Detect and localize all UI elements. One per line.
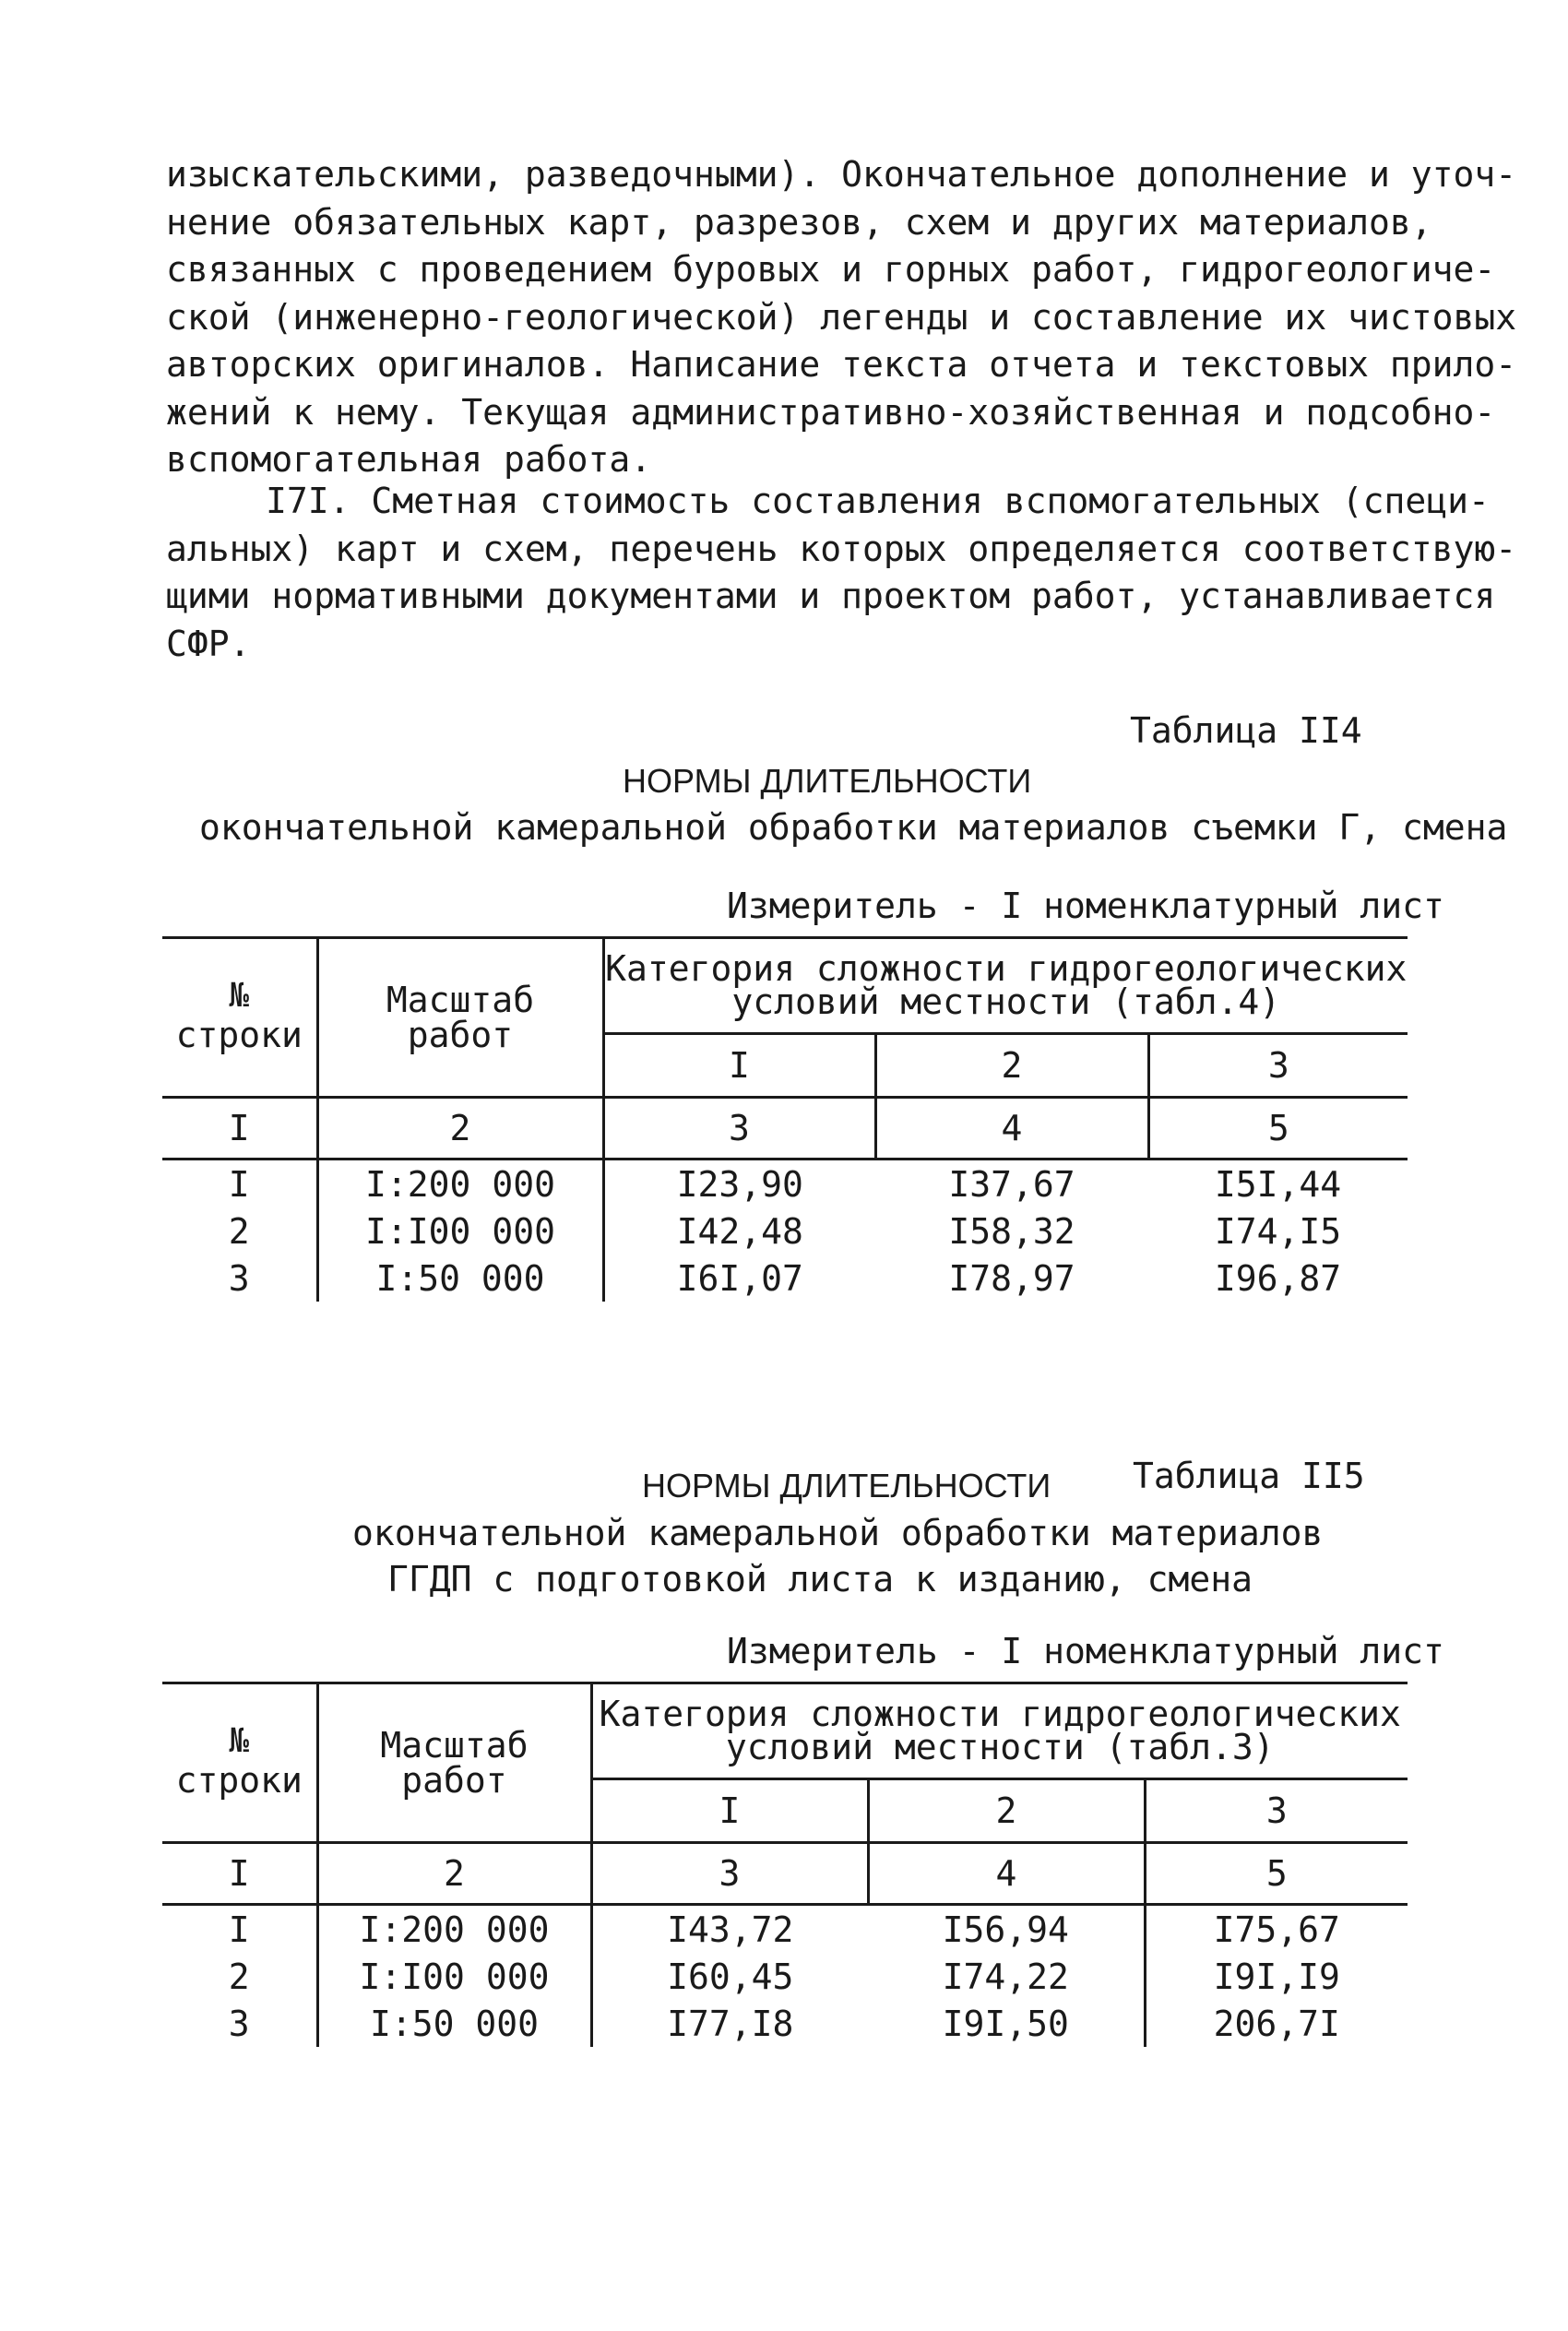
- intro-line: авторских оригиналов. Написание текста отчета и текстовых прило-: [166, 344, 1517, 385]
- column-number: 4: [875, 1098, 1148, 1160]
- table-row: [162, 1255, 1408, 1302]
- table-115: [162, 1682, 1408, 2047]
- clause-line: СФР.: [166, 623, 251, 664]
- row-value: I6I,07: [603, 1255, 875, 1302]
- category-number: I: [591, 1778, 868, 1842]
- header-row-no: [162, 1683, 317, 1843]
- intro-line: вспомогательная работа.: [166, 439, 652, 480]
- row-value: I42,48: [603, 1207, 875, 1255]
- row-scale: I:50 000: [317, 1255, 603, 1302]
- table-row: [162, 2000, 1408, 2047]
- row-value: I77,I8: [591, 2000, 868, 2047]
- table-114-label: Таблица II4: [1130, 710, 1362, 751]
- column-number: 5: [1145, 1843, 1408, 1905]
- header-scale: [317, 938, 603, 1098]
- table-row: [162, 1160, 1408, 1208]
- category-number: 3: [1148, 1033, 1408, 1097]
- row-value: I96,87: [1214, 1257, 1342, 1299]
- header-row-no: [162, 938, 317, 1098]
- category-number: 2: [868, 1778, 1145, 1842]
- header-category: [603, 938, 1408, 1034]
- row-value: I9I,I9: [1145, 1953, 1408, 2000]
- row-no: 2: [228, 1956, 250, 1997]
- header-category-line2: условий местности (табл.3): [725, 1727, 1275, 1768]
- row-scale: I:200 000: [317, 1160, 603, 1208]
- header-row-no-label: строки: [175, 1015, 303, 1055]
- intro-paragraph: [166, 151, 1517, 484]
- row-scale: I:I00 000: [317, 1953, 591, 2000]
- row-no: 3: [228, 2003, 250, 2044]
- row-value: I60,45: [591, 1953, 868, 2000]
- table-row: [162, 1953, 1408, 2000]
- category-number: 2: [875, 1033, 1148, 1097]
- table-115-subtitle-1: окончательной камеральной обработки материалов: [352, 1513, 1324, 1553]
- header-category-line2: условий местности (табл.4): [731, 981, 1281, 1023]
- column-number: 3: [603, 1098, 875, 1160]
- row-no: 2: [228, 1210, 250, 1252]
- header-scale-line1: Масштаб: [386, 980, 535, 1020]
- row-value: I23,90: [603, 1160, 875, 1208]
- table-114-measure: Измеритель - I номенклатурный лист: [727, 886, 1444, 926]
- clause-line: альных) карт и схем, перечень которых определяется соответствую-: [166, 528, 1517, 569]
- row-value: I75,67: [1145, 1905, 1408, 1954]
- row-value: I58,32: [948, 1210, 1075, 1252]
- column-number: 5: [1148, 1098, 1408, 1160]
- header-row-no-symbol: №: [229, 1722, 250, 1760]
- intro-line: жений к нему. Текущая административно-хозяйственная и подсобно-: [166, 391, 1496, 433]
- column-number: 3: [591, 1843, 868, 1905]
- header-category-line1: Категория сложности гидрогеологических: [605, 948, 1408, 990]
- column-number: 2: [317, 1843, 591, 1905]
- row-no: 3: [228, 1257, 250, 1299]
- intro-line: нение обязательных карт, разрезов, схем и других материалов,: [166, 201, 1432, 243]
- header-scale: [317, 1683, 591, 1843]
- header-category-line1: Категория сложности гидрогеологических: [599, 1694, 1401, 1735]
- row-scale: I:I00 000: [317, 1207, 603, 1255]
- row-no: I: [228, 1163, 250, 1205]
- row-value: I9I,50: [942, 2003, 1069, 2044]
- table-115-subtitle-2: ГГДП с подготовкой листа к изданию, смена: [387, 1559, 1253, 1600]
- clause-171: [166, 478, 1517, 668]
- clause-line: щими нормативными документами и проектом работ, устанавливается: [166, 576, 1496, 616]
- clause-line: I7I. Сметная стоимость составления вспомогательных (специ-: [266, 481, 1490, 521]
- table-114: [162, 936, 1408, 1302]
- table-115-measure: Измеритель - I номенклатурный лист: [727, 1631, 1444, 1671]
- column-number: I: [228, 1853, 250, 1894]
- header-scale-line1: Масштаб: [380, 1725, 529, 1766]
- table-114-title: НОРМЫ ДЛИТЕЛЬНОСТИ: [623, 762, 1032, 800]
- column-number: 4: [868, 1843, 1145, 1905]
- row-value: I74,I5: [1214, 1210, 1342, 1252]
- table-114-subtitle: окончательной камеральной обработки материалов съемки Г, смена: [199, 807, 1508, 848]
- row-value: I56,94: [942, 1909, 1069, 1950]
- category-number: 3: [1145, 1778, 1408, 1842]
- header-row-no-label: строки: [175, 1760, 303, 1801]
- row-scale: I:200 000: [317, 1905, 591, 1954]
- row-value: I5I,44: [1214, 1163, 1342, 1205]
- header-row-no-symbol: №: [229, 977, 250, 1015]
- table-row: [162, 1905, 1408, 1954]
- intro-line: связанных с проведением буровых и горных работ, гидрогеологиче-: [166, 249, 1496, 290]
- row-value: I74,22: [942, 1956, 1069, 1997]
- row-value: I37,67: [948, 1163, 1075, 1205]
- table-115-title: НОРМЫ ДЛИТЕЛЬНОСТИ: [642, 1467, 1051, 1504]
- header-scale-line2: работ: [401, 1760, 507, 1801]
- intro-line: ской (инженерно-геологической) легенды и составление их чистовых: [166, 296, 1517, 338]
- header-scale-line2: работ: [407, 1015, 514, 1055]
- row-value: I43,72: [591, 1905, 868, 1954]
- table-row: [162, 1207, 1408, 1255]
- row-no: I: [228, 1909, 250, 1950]
- intro-line: изыскательскими, разведочными). Окончательное дополнение и уточ-: [166, 154, 1517, 195]
- row-value: I78,97: [948, 1257, 1075, 1299]
- row-value: 206,7I: [1145, 2000, 1408, 2047]
- column-number: 2: [317, 1098, 603, 1160]
- column-number: I: [228, 1108, 250, 1148]
- row-scale: I:50 000: [317, 2000, 591, 2047]
- category-number: I: [603, 1033, 875, 1097]
- table-115-label: Таблица II5: [1133, 1456, 1365, 1496]
- header-category: [591, 1683, 1408, 1779]
